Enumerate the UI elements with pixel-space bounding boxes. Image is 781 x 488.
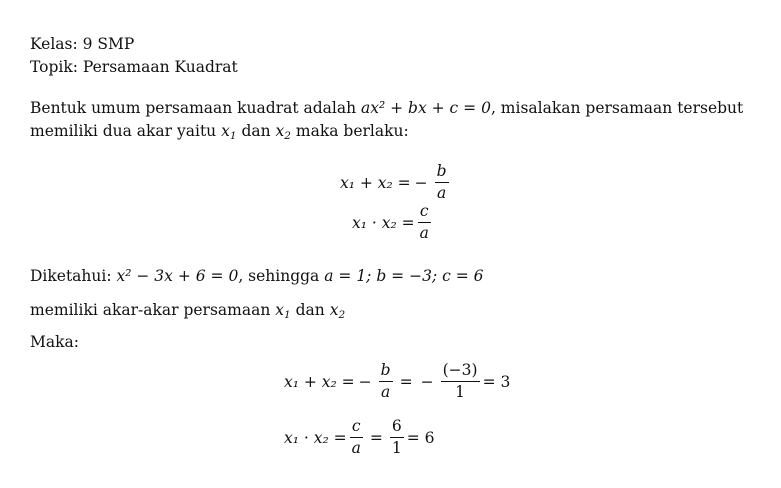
general-form-equation: ax² + bx + c = 0 [361,99,491,117]
calc-sum-equation [284,362,510,401]
root-x2: $x_2$ [275,122,291,142]
root-x2: $x_2$ [329,301,346,321]
fraction-numerator: c [351,417,361,435]
vieta-product-formula [352,203,434,242]
fraction-denominator: a [381,383,391,401]
calc-sum-result: = 3 [482,372,511,391]
roots-prefix: memiliki akar-akar persamaan [30,301,276,319]
intro-line-2 [30,121,409,141]
calc-sum-minus-2: − [420,372,434,391]
intro-suffix: , misalakan persamaan tersebut [490,99,744,117]
intro-conj: dan [236,122,276,140]
calc-product-fraction-1 [350,418,363,457]
roots-conj: dan [290,301,330,319]
formula-sum-minus: − [414,173,428,192]
topik-label: Topik: Persamaan Kuadrat [30,58,238,76]
formula-sum-lhs: x₁ + x₂ = [340,173,411,192]
fraction-numerator: (−3) [442,361,478,379]
formula-product-fraction [418,203,431,242]
given-line [30,266,483,286]
formula-product-lhs: x₁ · x₂ = [352,213,415,232]
fraction-denominator: a [351,439,361,457]
calc-product-equals: = [369,428,383,447]
given-equation: x² − 3x + 6 = 0 [116,267,239,285]
formula-sum-fraction [435,163,449,202]
vieta-sum-formula [340,163,452,202]
maka-label: Maka: [30,333,79,351]
root-x1: $x_1$ [275,301,291,321]
calc-sum-minus-1: − [358,372,372,391]
fraction-denominator: a [437,184,447,202]
calc-sum-fraction-1 [379,362,393,401]
fraction-numerator: b [436,162,447,180]
calc-product-lhs: x₁ · x₂ = [284,428,347,447]
given-prefix: Diketahui: [30,267,117,285]
fraction-numerator: b [380,361,391,379]
calc-sum-equals: = [399,372,413,391]
intro-prefix: Bentuk umum persamaan kuadrat adalah [30,99,362,117]
intro-line2-suffix: maka berlaku: [290,122,409,140]
root-x1: $x_1$ [221,122,237,142]
kelas-label: Kelas: 9 SMP [30,35,135,53]
calc-product-equation [284,418,435,457]
calc-product-result: = 6 [406,428,435,447]
given-coefficients: a = 1; b = −3; c = 6 [324,267,484,285]
fraction-denominator: 1 [455,383,466,401]
calc-sum-lhs: x₁ + x₂ = [284,372,355,391]
given-middle: , sehingga [238,267,325,285]
fraction-numerator: c [419,202,429,220]
fraction-denominator: 1 [391,439,402,457]
intro-line-1 [30,98,743,118]
calc-product-fraction-2 [390,418,404,457]
roots-line [30,300,345,320]
calc-sum-fraction-2 [441,362,480,401]
intro-line2-prefix: memiliki dua akar yaitu [30,122,222,140]
fraction-numerator: 6 [391,417,402,435]
fraction-denominator: a [419,224,429,242]
